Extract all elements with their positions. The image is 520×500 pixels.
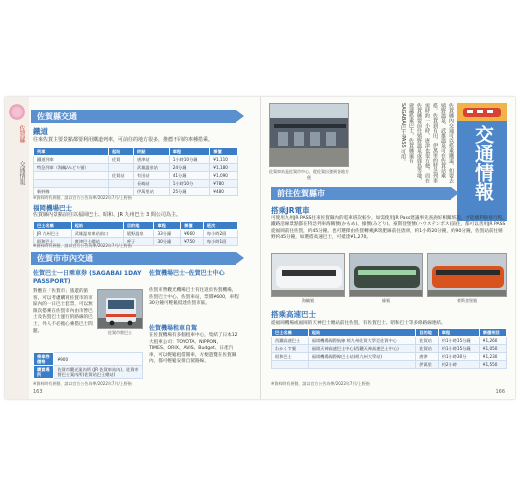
train-photo-1 — [271, 253, 345, 297]
table-cell: ¥660 — [181, 230, 204, 238]
train-caption-2: 綠號 — [382, 298, 390, 303]
table-cell: 1小時10分鐘 — [169, 156, 210, 164]
bus-title: 搭乘高速巴士 — [271, 310, 316, 319]
table-cell: 佐賀站 — [416, 345, 438, 353]
table-cell: わかくす號 — [272, 345, 309, 353]
table-cell: 武雄溫泉站 — [134, 164, 170, 172]
page-title: 交通情報 — [472, 125, 494, 201]
table-cell — [272, 361, 309, 369]
bus-fukuoka-note: ※資料時有異動，請以官方公告為準/2022年7月/上野指 — [33, 243, 132, 248]
table-header: 車程 — [438, 329, 479, 337]
right-page — [260, 97, 515, 399]
bus-table — [271, 328, 507, 369]
rail-subheading: 鐵道 — [33, 127, 48, 136]
table-cell: 約1小時15分鐘 — [438, 337, 479, 345]
table-cell: 佐賀站 — [416, 337, 438, 345]
table-cell: 嬉野溫泉 — [123, 230, 154, 238]
table-header: 目的地 — [416, 329, 438, 337]
table-cell: 30分鐘 — [154, 238, 181, 246]
train-photo-2 — [349, 253, 423, 297]
rail-intro: 往來佐賀主要景點都要利用鐵道列車，可前往的地方很多，推薦不同的車種搭乘。 — [33, 137, 214, 143]
table-cell: ¥780 — [210, 180, 238, 188]
table-cell: 昭和巴士 — [34, 238, 72, 246]
rail-col-train: 列車 — [34, 148, 109, 156]
rail-note: ※資料時有異動，請以官方公告為準/2022年7月/上野指 — [33, 195, 132, 200]
table-header: 票價來回 — [479, 329, 506, 337]
table-cell: ¥480 — [210, 188, 238, 196]
station-image — [270, 104, 349, 167]
rail-col-end: 終點 — [134, 148, 170, 156]
book-spread — [5, 97, 515, 399]
table-cell: 福岡天神高速巴士中心(西鐵天神高速巴士中心) — [308, 345, 416, 353]
jr-body: 可使用九州JR PASS往來佐賀縣內的電車班次較少，如需使用JR Pass建議事先查詢好相關班次，才能順利銜接行程。鐵路沿線景點都在特急列車海鷗號(かもめ)、綠號(みどり)、豪斯登堡號(ハウステンボス)前往，都可以善用JR PASS從福岡前往佐賀，約45分鐘。也可選擇由佐賀轉乘JR筑肥線前往唐津，約1小時20分鐘，約90分鐘，佐賀站前往嬉野約45分鐘，如選搭高速巴士，可抵達¥1,270。 — [271, 216, 507, 241]
table-row — [34, 164, 238, 172]
section-band-access: 前往佐賀縣市 — [271, 187, 451, 200]
table-header: 班次 — [203, 222, 237, 230]
jr-title: 搭乘JR電車 — [271, 206, 310, 215]
table-row — [34, 366, 143, 379]
table-cell: 約2小時 — [438, 361, 479, 369]
table-cell: 每小時2班 — [203, 230, 237, 238]
table-cell: 24分鐘 — [169, 164, 210, 172]
table-cell: 福岡機場國際線巴士站(經九州大學站) — [308, 353, 416, 361]
table-cell — [34, 172, 109, 180]
bus-body: 從福岡機場或福岡的天神巴士總站前往佐賀，有佐賀巴士、昭和巴士等多條路線連結。 — [271, 321, 446, 326]
table-cell: 41分鐘 — [169, 172, 210, 180]
table-cell: 約1小時15分鐘 — [438, 345, 479, 353]
train-caption-1: 海鷗號 — [302, 298, 314, 303]
pass-note: ※資料時有異動，請以官方公告為準/2022年7月/上野指 — [33, 381, 132, 386]
table-cell: 唐津 — [416, 353, 438, 361]
table-row — [272, 353, 507, 361]
table-cell: JR 九州巴士 — [34, 230, 72, 238]
table-header: 巴士名稱 — [34, 222, 72, 230]
bus-note: ※資料時有異動，請以官方公告為準/2022年7月/上野指 — [271, 381, 370, 386]
table-cell — [108, 164, 133, 172]
table-cell: ¥1,110 — [210, 156, 238, 164]
rail-col-duration: 車程 — [169, 148, 210, 156]
table-header: 票價 — [181, 222, 204, 230]
table-cell: 25分鐘 — [169, 188, 210, 196]
table-cell: 新幹線 — [34, 188, 109, 196]
section-band-city: 佐賀市市內交通 — [31, 252, 236, 265]
table-header: 起站 — [308, 329, 416, 337]
pass-body: 對應在「佐賀市」旅遊的旅客，可以考慮購買佐賀市的市區內的一日巴士套票，可以無限次搭乘在佐賀市內由市營巴士及佐賀巴士運行的路線的巴士，外人不必擔心乘搭巴士問題。 — [33, 289, 93, 334]
table-row — [34, 172, 238, 180]
table-row — [272, 361, 507, 369]
bus-image — [98, 290, 143, 329]
table-cell: ¥1,180 — [210, 164, 238, 172]
rental-title: 佐賀機場租車自駕 — [149, 325, 198, 332]
table-cell: 約1小時30分 — [438, 353, 479, 361]
table-cell: 33分鐘 — [154, 230, 181, 238]
table-row — [272, 345, 507, 353]
train-illustration — [457, 103, 507, 121]
table-cell: 唐津站 — [134, 156, 170, 164]
table-cell: 佐賀市觀光案內所 (JR 佐賀車站內)、佐賀市營巴士案內所(佐賀站巴士總站) — [54, 366, 143, 379]
rental-body: 在佐賀機場有多個租車中心，集結了日本12大租車公司：TOYOTA、NIPPON、TIMES、ORIX、AVIS、Budget、日產汽車，可以輕鬆租借開車，方便遊覽在佐賀縣內，都可輕鬆安排自駕路線。 — [149, 333, 238, 365]
table-cell: 武雄溫泉車站前口 — [71, 230, 123, 238]
table-header: 起站 — [71, 222, 123, 230]
bus-fukuoka-intro: 佐賀縣內景點前往以福岡巴士、昭和、JR 九州巴士 3 間公司為主。 — [33, 212, 181, 218]
flower-icon — [8, 103, 26, 121]
bus-fukuoka-subheading: 福岡機場巴士 — [33, 204, 72, 212]
airport-bus-title: 佐賀機場巴士─佐賀巴士中心 — [149, 270, 225, 277]
side-label-region: 佐賀縣 — [18, 125, 25, 143]
table-row — [34, 353, 143, 366]
table-cell: 西鐵高速巴士 — [272, 337, 309, 345]
table-header: 購買場所 — [34, 366, 54, 379]
table-cell: 唐津巴士總站 — [71, 238, 123, 246]
table-cell: 福岡機場國際航線 經九州佐賀大學至佐賀中心 — [308, 337, 416, 345]
table-cell: 長崎站 — [134, 180, 170, 188]
table-cell: 鐵道列車 — [34, 156, 109, 164]
table-cell: 佐賀 — [108, 156, 133, 164]
table-cell — [34, 180, 109, 188]
table-row — [272, 337, 507, 345]
table-header: 乘車券價格 — [34, 353, 54, 366]
table-cell: ¥1,550 — [479, 361, 506, 369]
page-number-left: 163 — [33, 389, 43, 395]
rail-table — [33, 147, 238, 196]
table-cell: ¥900 — [54, 353, 143, 366]
intro-vertical: 佐賀縣內交通可以搭乘鐵道，如要去嬉野溫泉、武雄溫泉可在佐賀站乘搭。佐賀到有田、伊萬里的特急列車需時約一小時，唐津也很方便，而在佐賀縣要前往嬉野溫泉或鹿島等地，建議搭乘巴士，佐賀縣還有SAGABAI巴士PASS 可用。 — [400, 103, 454, 183]
train-photo-3 — [427, 253, 507, 297]
table-cell: 伊萬里站 — [134, 188, 170, 196]
pass-caption: 佐賀市營巴士 — [108, 330, 132, 335]
table-header: 目的地 — [123, 222, 154, 230]
table-header: 車程 — [154, 222, 181, 230]
section-band-rail: 佐賀縣交通 — [31, 110, 236, 123]
page-number-right: 166 — [495, 389, 505, 395]
station-photo — [269, 103, 349, 167]
rail-col-start: 起站 — [108, 148, 133, 156]
table-cell: 每小時1班 — [203, 238, 237, 246]
table-cell: 特急列車（海鷗/みどり號） — [34, 164, 109, 172]
left-page — [5, 97, 260, 399]
side-strip — [5, 97, 29, 399]
pass-title: 佐賀巴士一日乘車券 (SAGABAI 1DAY PASSPORT) — [33, 270, 142, 285]
table-cell: ¥1,260 — [479, 337, 506, 345]
table-cell: ¥1,230 — [479, 353, 506, 361]
title-box — [457, 103, 507, 221]
table-cell — [308, 361, 416, 369]
table-cell — [108, 180, 133, 188]
table-cell: ¥1,050 — [479, 345, 506, 353]
table-cell: 呼子 — [123, 238, 154, 246]
airport-bus-body: 佐賀市營觀光機場巴士有往返於佐賀機場，佐賀巴士中心、佐賀車站，票價¥600，車程30分鐘可輕鬆抵達佐賀市區。 — [149, 288, 239, 307]
rail-col-fare: 票價 — [210, 148, 238, 156]
table-cell: 佐賀站 — [108, 172, 133, 180]
train-caption-3: 豪斯登堡號 — [457, 298, 477, 303]
table-row — [34, 156, 238, 164]
station-caption: 佐賀車站是佐賀市中心，從佐賀出發到各地方便 — [269, 169, 349, 180]
table-cell: 伊萬里 — [416, 361, 438, 369]
table-row — [34, 180, 238, 188]
table-cell: 1小時10分 — [169, 180, 210, 188]
table-cell: ¥1,090 — [210, 172, 238, 180]
table-cell: 昭和巴士 — [272, 353, 309, 361]
table-row — [34, 230, 238, 238]
table-cell: ¥750 — [181, 238, 204, 246]
city-bus-photo — [97, 289, 143, 329]
side-label-topic: 交通情報 — [18, 161, 25, 185]
table-cell: 有田站 — [134, 172, 170, 180]
pass-table — [33, 352, 143, 379]
table-header: 巴士名稱 — [272, 329, 309, 337]
